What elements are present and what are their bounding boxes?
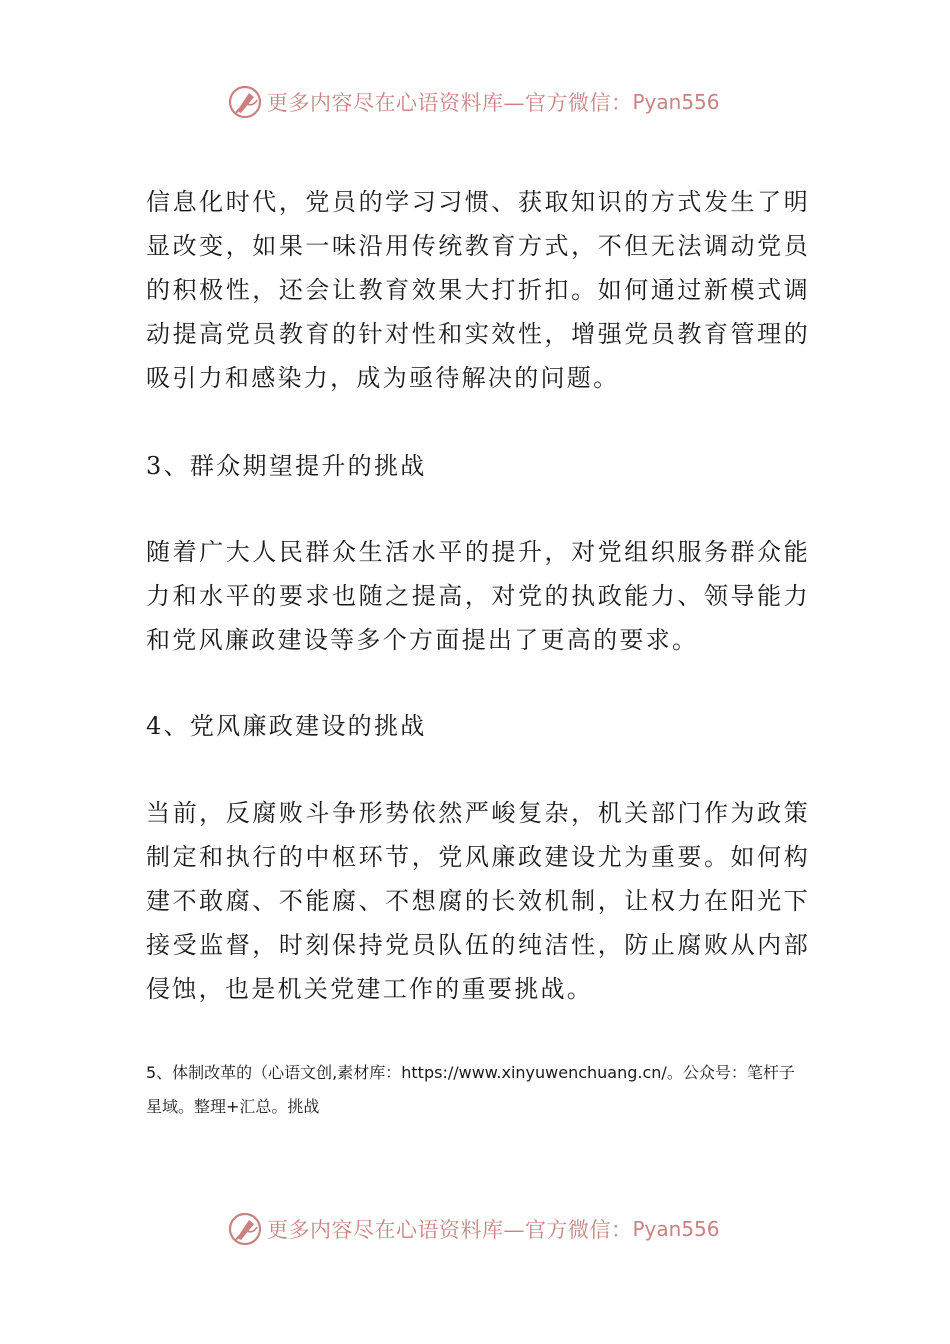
paragraph-1: 信息化时代，党员的学习习惯、获取知识的方式发生了明显改变，如果一味沿用传统教育方式，不但无法调动党员的积极性，还会让教育效果大打折扣。如何通过新模式调动提高党员教育的针对性和实效性，增强党员教育管理的吸引力和感染力，成为亟待解决的问题。 [146,188,810,392]
paragraph-3: 当前，反腐败斗争形势依然严峻复杂，机关部门作为政策制定和执行的中枢环节，党风廉政建设尤为重要。如何构建不敢腐、不能腐、不想腐的长效机制，让权力在阳光下接受监督，时刻保持党员队伍的纯洁性，防止腐败从内部侵蚀，也是机关党建工作的重要挑战。 [146,799,810,1003]
paragraph-2: 随着广大人民群众生活水平的提升，对党组织服务群众能力和水平的要求也随之提高，对党的执政能力、领导能力和党风廉政建设等多个方面提出了更高的要求。 [146,538,810,654]
section-heading-3: 3、群众期望提升的挑战 [146,452,427,480]
heading-3-block [146,444,810,488]
section-heading-4: 4、党风廉政建设的挑战 [146,712,427,740]
header-wechat-id: Pyan556 [632,90,720,114]
header-banner [227,82,720,122]
pen-nib-logo-icon [227,1211,263,1247]
paragraph-2-block [146,530,810,662]
header-banner-text: 更多内容尽在心语资料库—官方微信： [267,91,633,115]
footer-banner-text: 更多内容尽在心语资料库—官方微信： [267,1218,633,1242]
paragraph-3-block [146,791,810,1011]
footer-banner [227,1209,720,1249]
footer-wechat-id: Pyan556 [632,1217,720,1241]
pen-nib-logo-icon [227,84,263,120]
source-note: 5、体制改革的（心语文创,素材库：https://www.xinyuwenchuang.cn/。公众号：笔杆子星域。整理+汇总。挑战 [146,1063,795,1116]
heading-4-block [146,704,810,748]
paragraph-1-block [146,180,810,400]
